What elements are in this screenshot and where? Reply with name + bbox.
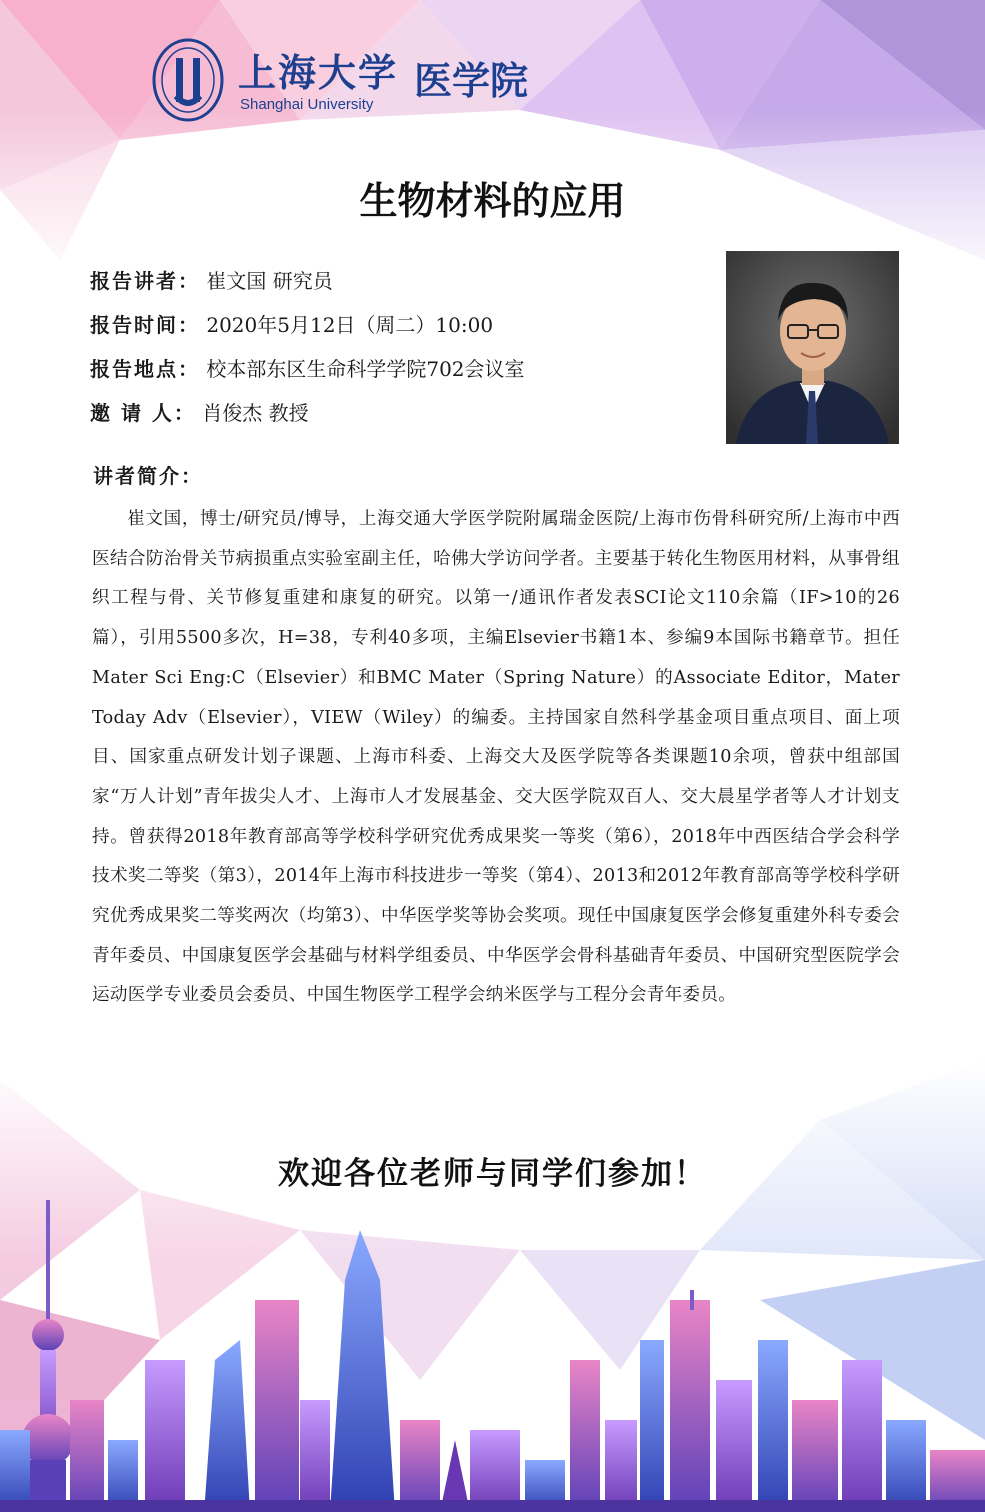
info-label: 报告讲者： (90, 269, 200, 293)
bio-text: 崔文国，博士/研究员/博导，上海交通大学医学院附属瑞金医院/上海市伤骨科研究所/上海市中西医结合防治骨关节病损重点实验室副主任，哈佛大学访问学者。主要基于转化生物医用材料，从事骨组织工程与骨、关节修复重建和康复的研究。以第一/通讯作者发表SCI论文110余篇（IF>10的26篇），引用5500多次，H=38，专利40多项，主编Elsevier书籍1本、参编9本国际书籍章节。担任Mater Sci Eng:C（Elsevier）和BMC Mater（Spring Nature）的Associate Editor，Mater Today Adv（Elsevier），VIEW（Wiley）的编委。主持国家自然科学基金项目重点项目、面上项目、国家重点研发计划子课题、上海市科委、上海交大及医学院等各类课题10余项，曾获中组部国家“万人计划”青年拔尖人才、上海市人才发展基金、交大医学院双百人、交大晨星学者等人才计划支持。曾获得2018年教育部高等学校科学研究优秀成果奖一等奖（第6），2018年中西医结合学会科学技术奖二等奖（第3），2014年上海市科技进步一等奖（第4）、2013和2012年教育部高等学校科学研究优秀成果奖二等奖两次（均第3）、中华医学奖等协会奖项。现任中国康复医学会修复重建外科专委会青年委员、中国康复医学会基础与材料学组委员、中华医学会骨科基础青年委员、中国研究型医院学会运动医学专业委员会委员、中国生物医学工程学会纳米医学与工程分会青年委员。 (92, 509, 900, 1006)
info-time (90, 306, 690, 350)
info-label: 邀 请 人： (90, 401, 196, 425)
info-speaker (90, 262, 690, 306)
info-value: 2020年5月12日（周二）10:00 (206, 313, 494, 337)
info-host (90, 394, 690, 438)
school-name: 医学院 (414, 59, 529, 103)
info-label: 报告地点： (90, 357, 200, 381)
info-location (90, 350, 690, 394)
university-name-cn: 上海大学 (238, 50, 399, 95)
header-logo (150, 36, 570, 126)
welcome-message: 欢迎各位老师与同学们参加！ (278, 1156, 707, 1192)
lecture-info (90, 262, 690, 438)
lecture-title: 生物材料的应用 (359, 179, 626, 223)
bio-heading: 讲者简介： (93, 464, 203, 488)
shanghai-university-emblem-icon (150, 36, 226, 124)
speaker-portrait (726, 251, 899, 444)
speaker-portrait-icon (726, 251, 899, 444)
info-value: 肖俊杰 教授 (202, 401, 309, 425)
info-label: 报告时间： (90, 313, 200, 337)
university-name-en: Shanghai University (240, 96, 374, 113)
info-value: 校本部东区生命科学学院702会议室 (206, 357, 525, 381)
info-value: 崔文国 研究员 (206, 269, 333, 293)
